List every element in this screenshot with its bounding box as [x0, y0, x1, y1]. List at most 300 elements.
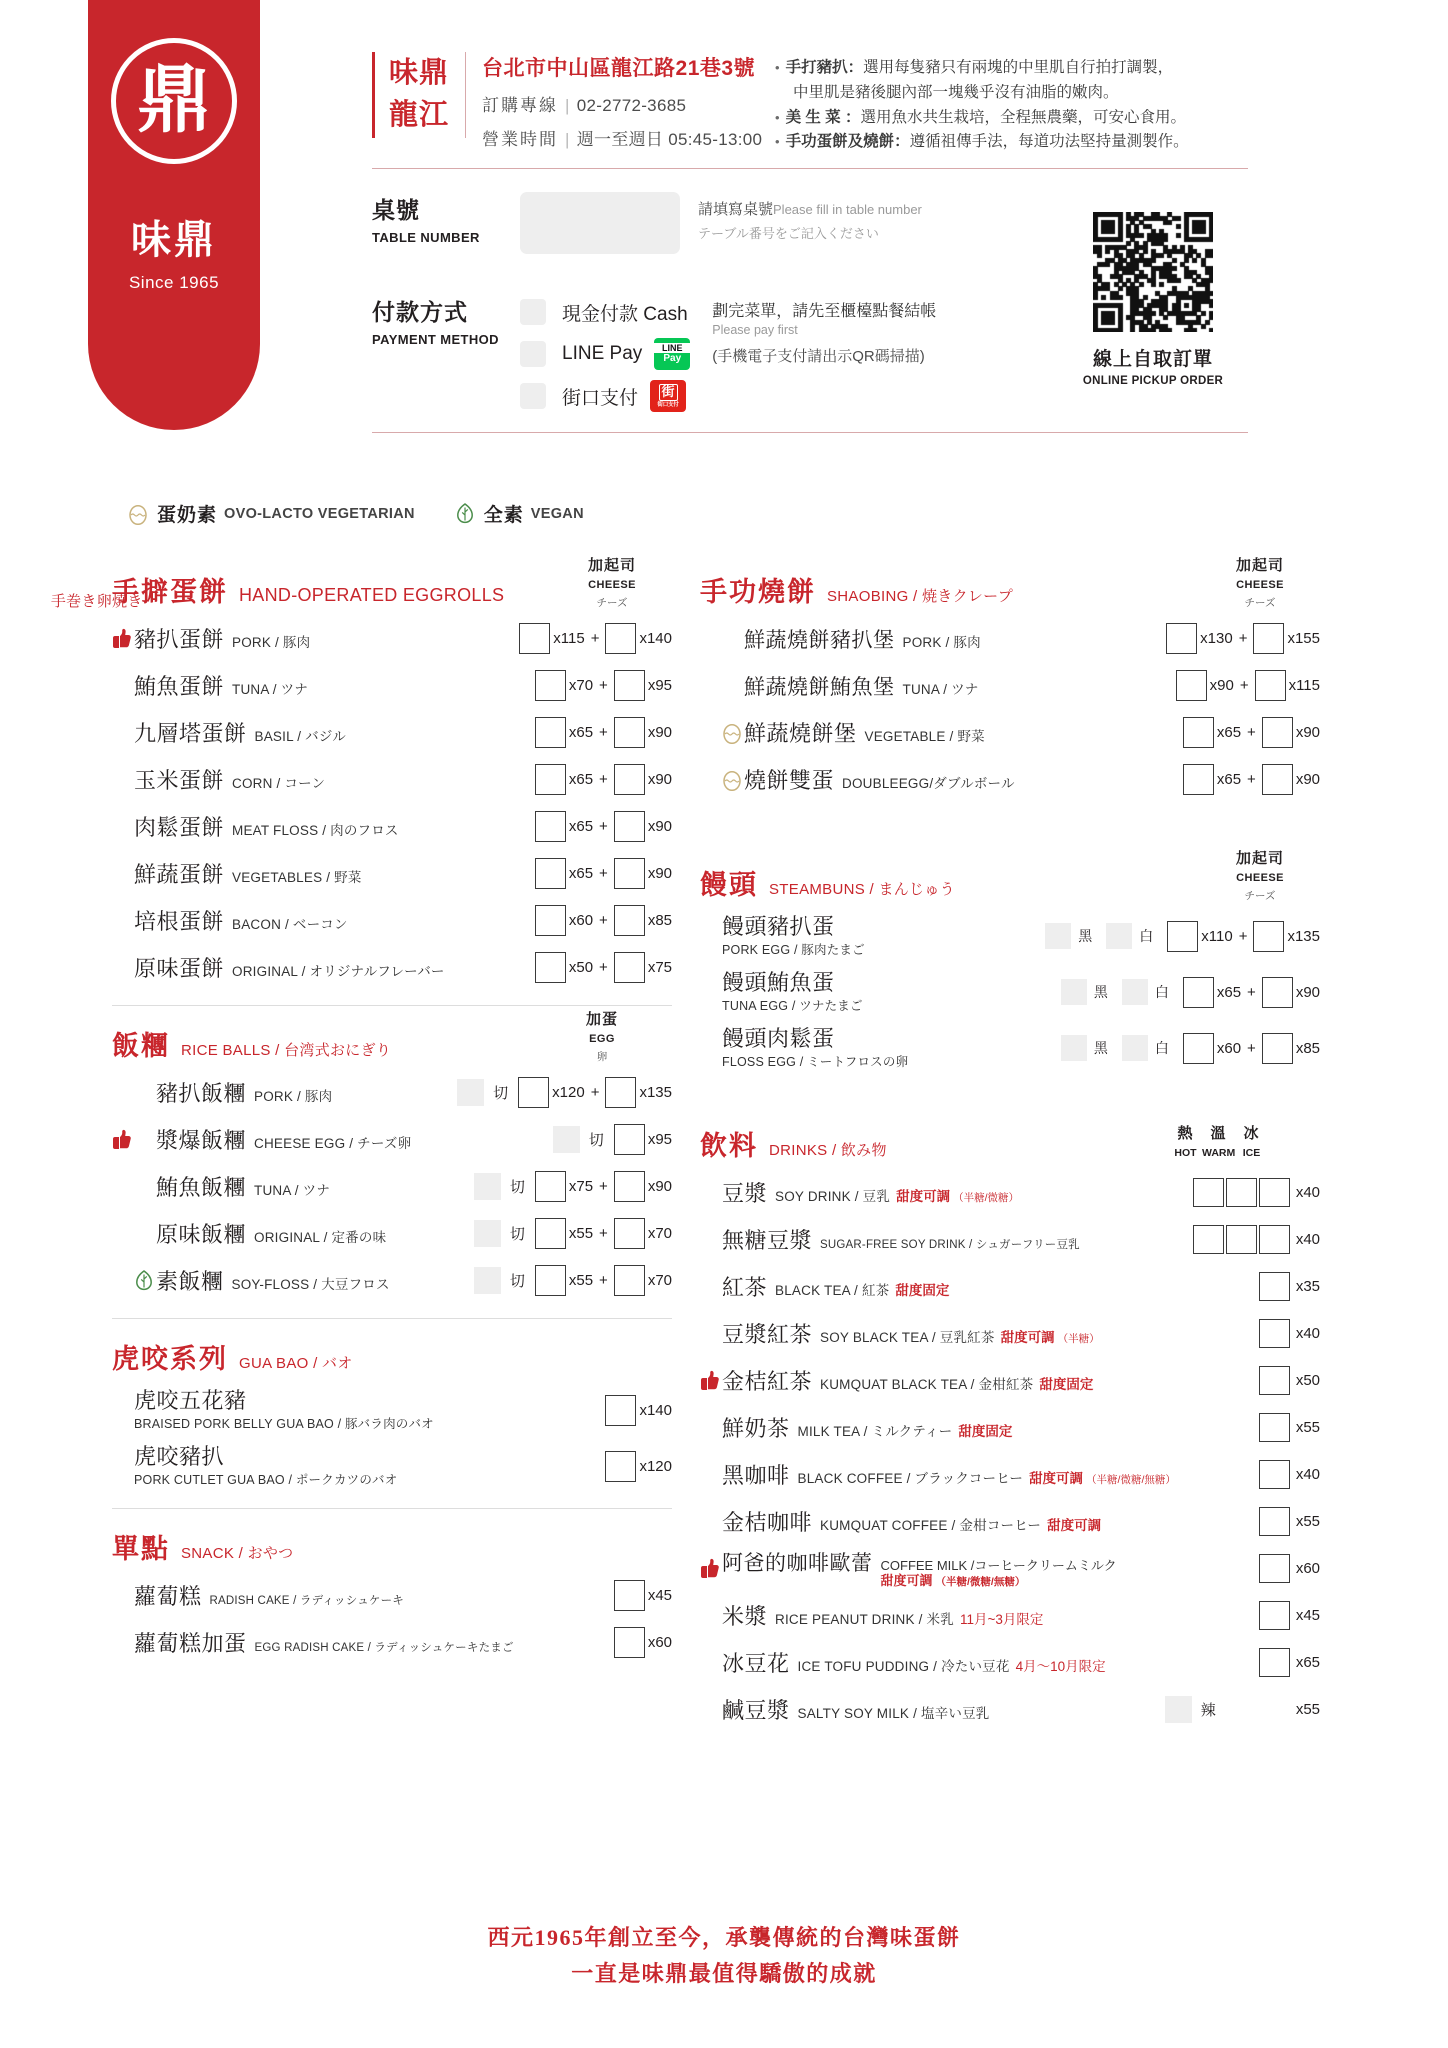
plus-sign: + [599, 1178, 608, 1195]
temperature-checkbox[interactable] [1259, 1225, 1290, 1254]
white-bun-checkbox[interactable] [1122, 979, 1148, 1005]
menu-item-name [134, 952, 535, 983]
item-name-en: PORK / 豚肉 [902, 634, 981, 650]
menu-item-list [112, 1069, 672, 1304]
item-controls [535, 670, 672, 701]
plus-sign: + [1238, 927, 1248, 945]
quantity-box[interactable] [535, 811, 566, 842]
menu-item-row[interactable] [700, 1169, 1320, 1216]
item-name-zh: 紅茶 [722, 1275, 768, 1300]
recommend-slot [112, 1129, 134, 1150]
item-name-zh: 鮮蔬燒餅鮪魚堡 [744, 675, 895, 699]
menu-item-row[interactable] [700, 1498, 1320, 1545]
menu-item-name [156, 1265, 474, 1296]
price-label: x40 [1295, 1184, 1320, 1201]
dietary-legend [128, 500, 624, 527]
addon-column-header [556, 1008, 648, 1065]
dietary-slot [722, 721, 744, 744]
menu-item-row[interactable] [700, 662, 1320, 709]
quantity-box[interactable] [614, 811, 645, 842]
white-bun-checkbox[interactable] [1122, 1035, 1148, 1061]
item-controls [535, 717, 672, 748]
menu-item-row[interactable] [700, 1020, 1320, 1076]
temperature-checkbox[interactable] [1193, 1225, 1224, 1254]
price-label: x140 [639, 1401, 672, 1419]
quantity-box[interactable] [1255, 670, 1286, 701]
quantity-box[interactable] [1183, 764, 1214, 795]
quantity-box[interactable] [605, 1077, 636, 1108]
temperature-checkbox[interactable] [1193, 1178, 1224, 1207]
payment-checkbox[interactable] [520, 299, 546, 325]
menu-item-row[interactable] [112, 709, 672, 756]
addon-header-jp: 卵 [596, 1051, 608, 1063]
price-label: x55 [1295, 1701, 1320, 1718]
temperature-checkboxes [1193, 1319, 1292, 1348]
price-label: x95 [647, 677, 672, 694]
addon-header-jp: チーズ [1244, 890, 1276, 902]
item-controls [519, 623, 672, 654]
temperature-checkbox[interactable] [1259, 1460, 1290, 1489]
temperature-checkbox[interactable] [1259, 1413, 1290, 1442]
temperature-checkbox [1193, 1554, 1224, 1583]
quantity-box[interactable] [1176, 670, 1207, 701]
quantity-box[interactable] [1262, 764, 1293, 795]
item-name-zh: 燒餅雙蛋 [744, 768, 835, 793]
hours-label: 營業時間 [482, 130, 559, 149]
section-header [112, 1011, 672, 1063]
temperature-checkbox[interactable] [1226, 1225, 1257, 1254]
quantity-box[interactable] [614, 858, 645, 889]
black-bun-checkbox[interactable] [1061, 1035, 1087, 1061]
linepay-badge-icon: LINE Pay [654, 338, 690, 370]
price-label: x90 [647, 865, 672, 882]
quantity-box[interactable] [535, 952, 566, 983]
temperature-checkbox[interactable] [1259, 1366, 1290, 1395]
menu-item-row[interactable] [700, 615, 1320, 662]
qr-title-zh: 線上自取訂單 [1092, 349, 1213, 370]
menu-item-row[interactable] [700, 756, 1320, 803]
temp-label-en: ICE [1242, 1147, 1261, 1159]
quantity-box[interactable] [614, 1218, 645, 1249]
menu-item-row[interactable] [700, 908, 1320, 964]
egg-icon [722, 768, 742, 791]
leaf-icon [455, 502, 475, 525]
price-label: x90 [647, 818, 672, 835]
item-name-zh: 漿爆飯糰 [156, 1128, 247, 1153]
quantity-box[interactable] [1167, 921, 1198, 952]
menu-item-name [722, 1694, 1165, 1725]
quantity-box[interactable] [614, 952, 645, 983]
price-label: x90 [647, 1178, 672, 1195]
logo-brand-name: 味鼎 [131, 217, 217, 262]
menu-item-row[interactable] [700, 1310, 1320, 1357]
note-title: 手打豬扒： [785, 59, 864, 76]
item-controls [1061, 1033, 1320, 1064]
quantity-box[interactable] [535, 717, 566, 748]
item-controls [614, 1580, 672, 1611]
ding-seal-icon [111, 38, 237, 164]
price-label: x35 [1295, 1278, 1320, 1295]
price-label: x50 [568, 959, 594, 976]
temperature-checkbox [1226, 1366, 1257, 1395]
brand-contact-info [482, 52, 762, 150]
plus-sign: + [599, 677, 608, 694]
item-name-en: BASIL / バジル [254, 729, 346, 744]
ingredient-note [775, 130, 1245, 155]
section-guabao [112, 1337, 672, 1494]
temperature-checkbox [1193, 1272, 1224, 1301]
section-title-zh: 虎咬系列 [112, 1344, 228, 1374]
quantity-box[interactable] [1262, 1033, 1293, 1064]
online-order-qr-block[interactable] [1068, 212, 1238, 387]
store-phone-row: 訂購專線 | 02-2772-3685 [482, 96, 687, 115]
payment-checkbox[interactable] [520, 341, 546, 367]
cut-checkbox[interactable] [474, 1267, 501, 1294]
item-name-en: BACON / ベーコン [232, 917, 348, 932]
menu-item-row[interactable] [112, 756, 672, 803]
dietary-slot [722, 768, 744, 791]
quantity-box[interactable] [614, 1580, 645, 1611]
section-eggrolls [50, 557, 672, 991]
item-controls [535, 858, 672, 889]
item-controls [535, 952, 672, 983]
quantity-box[interactable] [614, 1627, 645, 1658]
quantity-box[interactable] [1253, 921, 1284, 952]
jkopay-badge-icon: 街 街口支付 [650, 380, 686, 412]
temperature-checkbox[interactable] [1259, 1319, 1290, 1348]
menu-item-list [700, 615, 1320, 803]
item-controls [474, 1171, 672, 1202]
menu-item-list [112, 615, 672, 991]
addon-column-header [1214, 847, 1306, 904]
plus-sign: + [1247, 1039, 1256, 1057]
item-name-zh: 鮪魚蛋餅 [134, 674, 225, 699]
cut-checkbox[interactable] [474, 1173, 501, 1200]
item-name-en: EGG RADISH CAKE / ラディッシュケーキたまご [254, 1642, 514, 1654]
quantity-box[interactable] [535, 905, 566, 936]
black-bun-label: 黑 [1093, 984, 1108, 1000]
menu-item-row[interactable] [112, 944, 672, 991]
quantity-box[interactable] [1183, 1033, 1214, 1064]
cut-label: 切 [588, 1132, 604, 1149]
menu-item-row[interactable] [700, 1686, 1320, 1733]
item-name-en: ICE TOFU PUDDING / 冷たい豆花 [797, 1659, 1010, 1674]
menu-item-name [722, 1547, 1193, 1590]
item-note: 甜度可調 [896, 1189, 951, 1204]
item-note: 甜度固定 [958, 1424, 1013, 1439]
bullet-icon: • [775, 60, 780, 75]
cut-label: 切 [509, 1226, 525, 1243]
temperature-checkboxes [1193, 1225, 1292, 1254]
temperature-checkbox[interactable] [1226, 1178, 1257, 1207]
quantity-box[interactable] [519, 623, 550, 654]
temperature-checkbox [1193, 1319, 1224, 1348]
item-name-en: RADISH CAKE / ラディッシュケーキ [209, 1595, 405, 1607]
addon-header-en: EGG [589, 1033, 615, 1045]
menu-column-right [700, 557, 1320, 1741]
menu-item-list [112, 1382, 672, 1494]
price-label: x65 [568, 818, 594, 835]
addon-header-zh: 加起司 [1235, 850, 1284, 867]
section-header [700, 850, 1320, 902]
menu-item-row[interactable] [112, 1257, 672, 1304]
temperature-checkbox [1226, 1413, 1257, 1442]
price-label: x40 [1295, 1231, 1320, 1248]
item-name-en: VEGETABLES / 野菜 [232, 870, 362, 885]
menu-item-name [134, 1388, 605, 1432]
menu-item-row[interactable] [700, 1592, 1320, 1639]
menu-item-row[interactable] [112, 662, 672, 709]
section-title-jp: 手巻き卵焼き [50, 593, 143, 610]
quantity-box[interactable] [518, 1077, 549, 1108]
black-bun-checkbox[interactable] [1061, 979, 1087, 1005]
temperature-checkbox[interactable] [1259, 1507, 1290, 1536]
table-number-label-zh: 桌號 [372, 197, 420, 223]
item-name-en: VEGETABLE / 野菜 [864, 729, 985, 744]
table-hint-jp: テーブル番号をご記入ください [698, 226, 879, 241]
menu-item-row[interactable] [112, 1382, 672, 1438]
table-hint-zh-en: 請填寫桌號Please fill in table number [698, 201, 922, 218]
temperature-checkbox[interactable] [1259, 1648, 1290, 1677]
price-label: x65 [1295, 1654, 1320, 1671]
black-bun-checkbox[interactable] [1045, 923, 1071, 949]
quantity-box[interactable] [1183, 717, 1214, 748]
quantity-box[interactable] [535, 1218, 566, 1249]
quantity-box[interactable] [605, 1395, 636, 1426]
quantity-box[interactable] [1253, 623, 1284, 654]
payment-options [520, 294, 690, 420]
cut-checkbox[interactable] [553, 1126, 580, 1153]
item-name-en: BLACK COFFEE / ブラックコーヒー [797, 1471, 1024, 1486]
qr-code-icon[interactable] [1093, 212, 1213, 332]
price-label: x90 [1295, 771, 1320, 788]
quantity-box[interactable] [614, 905, 645, 936]
menu-item-name [722, 1224, 1193, 1255]
menu-item-row[interactable] [700, 709, 1320, 756]
item-controls [605, 1451, 672, 1482]
menu-item-name [722, 1271, 1193, 1302]
temperature-checkbox[interactable] [1259, 1178, 1290, 1207]
price-label: x85 [1295, 1039, 1320, 1057]
temp-label-en: HOT [1174, 1147, 1197, 1159]
temperature-checkboxes [1193, 1178, 1292, 1207]
plus-sign: + [1238, 630, 1248, 647]
section-header [50, 557, 672, 610]
quantity-box[interactable] [614, 717, 645, 748]
price-label: x65 [1216, 771, 1242, 788]
payment-method-label [372, 294, 520, 347]
menu-item-row[interactable] [700, 1357, 1320, 1404]
item-detail [881, 1558, 1117, 1590]
menu-item-name [722, 1318, 1193, 1349]
quantity-box[interactable] [535, 858, 566, 889]
item-name-zh: 冰豆花 [722, 1651, 790, 1676]
menu-item-name [722, 1459, 1193, 1490]
menu-item-row[interactable] [112, 1163, 672, 1210]
price-label: x135 [1287, 927, 1320, 945]
price-label: x45 [647, 1587, 672, 1604]
quantity-box[interactable] [614, 1265, 645, 1296]
quantity-box[interactable] [605, 1451, 636, 1482]
temp-label-zh: 熱 [1177, 1125, 1194, 1142]
quantity-box[interactable] [535, 1265, 566, 1296]
item-note: 甜度可調 [1047, 1518, 1102, 1533]
payment-label-zh: 付款方式 [372, 299, 468, 325]
temperature-checkbox[interactable] [1259, 1601, 1290, 1630]
temperature-checkbox [1193, 1460, 1224, 1489]
menu-item-row[interactable] [112, 897, 672, 944]
item-name-zh: 九層塔蛋餅 [134, 721, 247, 746]
phone-value: 02-2772-3685 [576, 96, 687, 115]
quantity-box[interactable] [614, 1124, 645, 1155]
price-label: x45 [1295, 1607, 1320, 1624]
temperature-checkbox [1226, 1601, 1257, 1630]
store-hours-row: 營業時間 | 週一至週日 05:45-13:00 [482, 130, 763, 149]
temperature-checkbox[interactable] [1259, 1554, 1290, 1583]
legend-item [128, 500, 415, 527]
price-label: x55 [1295, 1513, 1320, 1530]
item-name-zh: 饅頭肉鬆蛋 [722, 1025, 835, 1051]
table-number-input[interactable] [520, 192, 680, 254]
menu-item-row[interactable] [112, 615, 672, 662]
price-label: x95 [647, 1131, 672, 1148]
payment-checkbox[interactable] [520, 383, 546, 409]
quantity-box[interactable] [605, 623, 636, 654]
temperature-checkboxes [1193, 1507, 1292, 1536]
payment-hint-zh: 劃完菜單，請先至櫃檯點餐結帳 [712, 303, 937, 320]
price-label: x60 [568, 912, 594, 929]
item-note-paren: （半糖/微糖/無糖） [935, 1576, 1026, 1589]
payment-option[interactable] [520, 294, 690, 330]
quantity-box[interactable] [1262, 977, 1293, 1008]
cut-checkbox[interactable] [457, 1079, 484, 1106]
temperature-checkboxes [1165, 1695, 1292, 1724]
menu-item-row[interactable] [112, 803, 672, 850]
section-title-en: GUA BAO / バオ [239, 1355, 353, 1372]
price-label: x115 [553, 630, 585, 647]
item-name-en: DOUBLEEGG/ダブルボール [842, 776, 1015, 791]
menu-item-name [722, 1506, 1193, 1537]
quantity-box[interactable] [614, 764, 645, 795]
menu-item-row[interactable] [112, 1116, 672, 1163]
plus-sign: + [599, 959, 608, 976]
payment-hint [712, 294, 936, 366]
legend-item [455, 500, 584, 527]
ding-glyph: 鼎 [137, 60, 211, 142]
item-name-zh: 鮮蔬蛋餅 [134, 862, 225, 887]
payment-option[interactable] [520, 378, 690, 414]
menu-item-name [134, 858, 535, 889]
quantity-box[interactable] [614, 670, 645, 701]
menu-item-row[interactable] [700, 1404, 1320, 1451]
temperature-checkbox [1226, 1319, 1257, 1348]
temperature-checkboxes [1193, 1554, 1292, 1583]
menu-item-name [156, 1124, 553, 1155]
item-name-en: FLOSS EGG / ミートフロスの卵 [722, 1055, 909, 1070]
plus-sign: + [1247, 771, 1256, 788]
quantity-box[interactable] [535, 764, 566, 795]
menu-item-row[interactable] [112, 1069, 672, 1116]
menu-item-row[interactable] [700, 1639, 1320, 1686]
item-name-en: PORK / 豚肉 [232, 635, 311, 650]
menu-item-row[interactable] [112, 1438, 672, 1494]
item-name-zh: 蘿蔔糕加蛋 [134, 1631, 247, 1656]
spicy-checkbox[interactable] [1165, 1696, 1192, 1723]
item-controls [1183, 764, 1320, 795]
item-note: 甜度可調 [1029, 1471, 1084, 1486]
menu-item-name [722, 1647, 1193, 1678]
item-note: 甜度可調 （半糖/微糖/無糖） [880, 1573, 1026, 1589]
egg-icon [128, 502, 148, 525]
cut-checkbox[interactable] [474, 1220, 501, 1247]
header-divider-bottom [372, 432, 1248, 433]
quantity-box[interactable] [1183, 977, 1214, 1008]
temperature-checkboxes [1193, 1272, 1292, 1301]
item-name-en: RICE PEANUT DRINK / 米乳 [775, 1612, 954, 1627]
menu-item-row[interactable] [112, 1210, 672, 1257]
ingredient-note [775, 56, 1245, 81]
menu-column-left [50, 557, 672, 1674]
payment-hint-en: Please pay first [712, 323, 798, 337]
menu-item-row[interactable] [700, 1545, 1320, 1592]
menu-item-name [134, 623, 519, 654]
plus-sign: + [599, 818, 608, 835]
menu-item-list [112, 1572, 672, 1666]
recommend-slot [700, 1558, 722, 1579]
quantity-box[interactable] [1262, 717, 1293, 748]
menu-item-row[interactable] [700, 1451, 1320, 1498]
item-name-zh: 豆漿 [722, 1181, 768, 1206]
cut-label: 切 [493, 1085, 509, 1102]
section-title-zh: 手擗蛋餅 [112, 577, 228, 607]
bun-color-options [1061, 979, 1183, 1005]
brand-info-block [372, 52, 762, 150]
quantity-box[interactable] [1166, 623, 1197, 654]
addon-header-en: CHEESE [1236, 579, 1284, 591]
quantity-box[interactable] [535, 1171, 566, 1202]
price-label: x115 [1288, 677, 1320, 694]
ingredient-note [775, 106, 1245, 131]
menu-item-row[interactable] [700, 1263, 1320, 1310]
menu-item-row[interactable] [700, 964, 1320, 1020]
item-controls [605, 1395, 672, 1426]
brand-name-line1: 味鼎 [389, 57, 450, 89]
addon-header-zh: 加起司 [1235, 557, 1284, 574]
white-bun-checkbox[interactable] [1106, 923, 1132, 949]
section-title-en: SHAOBING / 焼きクレープ [827, 588, 1014, 605]
price-label: x70 [568, 677, 594, 694]
menu-item-name [134, 905, 535, 936]
payment-option[interactable] [520, 336, 690, 372]
item-name-zh: 無糖豆漿 [722, 1228, 813, 1253]
temperature-checkbox[interactable] [1259, 1272, 1290, 1301]
payment-option-label: 現金付款 Cash [562, 303, 688, 325]
footer-line-1: 西元1965年創立至今，承襲傳統的台灣味蛋餅 [487, 1925, 961, 1950]
menu-item-row[interactable] [112, 1619, 672, 1666]
menu-item-row[interactable] [112, 850, 672, 897]
plus-sign: + [1239, 677, 1249, 694]
temperature-column-headers [1169, 1122, 1268, 1161]
menu-item-row[interactable] [112, 1572, 672, 1619]
item-name-zh: 豆漿紅茶 [722, 1322, 813, 1347]
quantity-box[interactable] [614, 1171, 645, 1202]
item-name-zh: 肉鬆蛋餅 [134, 815, 225, 840]
brand-name-zh [389, 52, 449, 136]
plus-sign: + [590, 1084, 600, 1101]
menu-item-row[interactable] [700, 1216, 1320, 1263]
temp-label-zh: 冰 [1243, 1125, 1260, 1142]
quantity-box[interactable] [535, 670, 566, 701]
